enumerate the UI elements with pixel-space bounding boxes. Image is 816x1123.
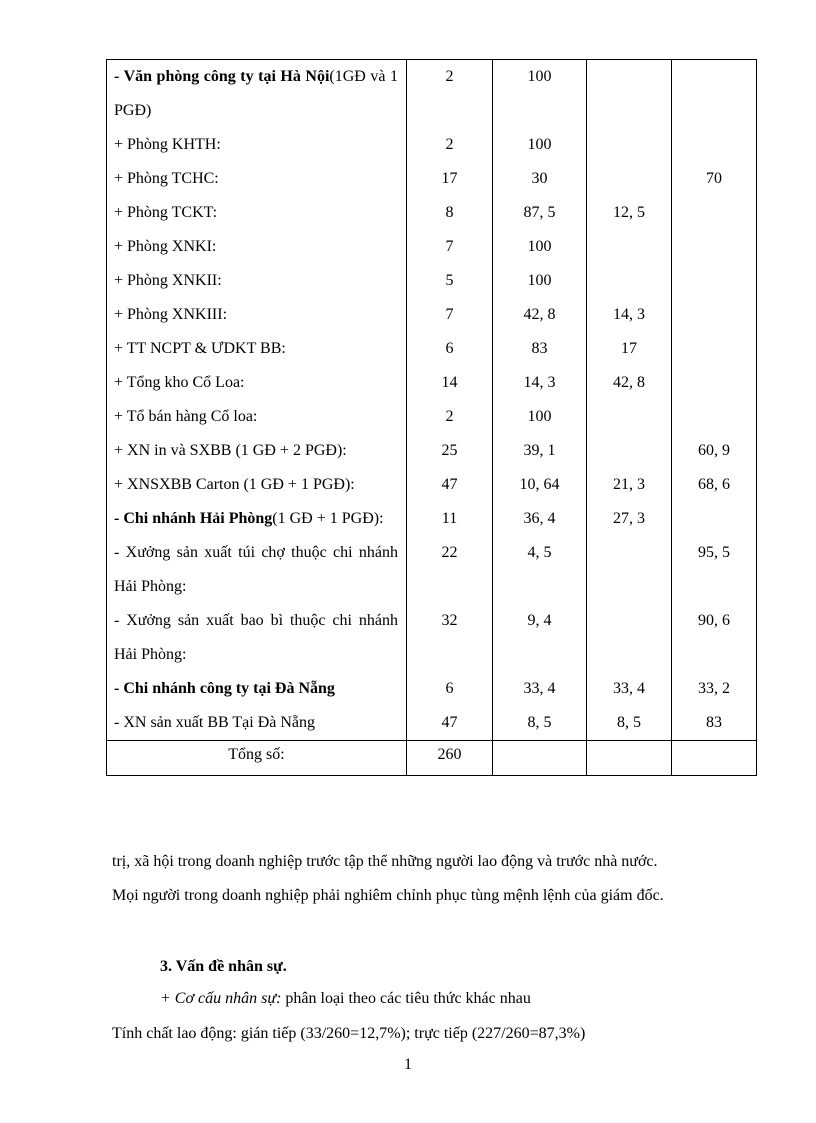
row-name bbox=[107, 60, 407, 129]
cell-c3: 42, 8 bbox=[587, 366, 672, 400]
table-row bbox=[107, 264, 757, 298]
table-row bbox=[107, 366, 757, 400]
row-name-text: - Xưởng sản xuất bao bì thuộc chi nhánh Hải Phòng: bbox=[114, 612, 398, 663]
cell-c1: 2 bbox=[407, 60, 493, 129]
cell-c3 bbox=[587, 60, 672, 129]
row-name-text: + Phòng XNKII: bbox=[114, 272, 222, 289]
row-name-text: + XN in và SXBB (1 GĐ + 2 PGĐ): bbox=[114, 442, 347, 459]
row-name bbox=[107, 128, 407, 162]
row-name bbox=[107, 604, 407, 672]
row-name bbox=[107, 536, 407, 604]
cell-c3 bbox=[587, 400, 672, 434]
total-label: Tổng số: bbox=[107, 741, 407, 776]
paragraph-line-2: Mọi người trong doanh nghiệp phải nghiêm chỉnh phục tùng mệnh lệnh của giám đốc. bbox=[112, 887, 664, 904]
cell-c1: 5 bbox=[407, 264, 493, 298]
cell-c2: 100 bbox=[493, 60, 587, 129]
row-name-text: - Xưởng sản xuất túi chợ thuộc chi nhánh Hải Phòng: bbox=[114, 544, 398, 595]
row-name bbox=[107, 230, 407, 264]
row-name bbox=[107, 298, 407, 332]
subsection-text: phân loại theo các tiêu thức khác nhau bbox=[281, 990, 531, 1007]
cell-c4 bbox=[672, 60, 757, 129]
total-row bbox=[107, 741, 757, 776]
cell-c2: 8, 5 bbox=[493, 706, 587, 741]
row-name bbox=[107, 264, 407, 298]
row-name-text: + Phòng TCKT: bbox=[114, 204, 218, 221]
row-name bbox=[107, 196, 407, 230]
cell-c2: 10, 64 bbox=[493, 468, 587, 502]
cell-c4: 68, 6 bbox=[672, 468, 757, 502]
cell-c2: 36, 4 bbox=[493, 502, 587, 536]
cell-c1: 8 bbox=[407, 196, 493, 230]
cell-c2: 100 bbox=[493, 230, 587, 264]
cell-c1: 47 bbox=[407, 468, 493, 502]
table-row bbox=[107, 434, 757, 468]
table-row bbox=[107, 298, 757, 332]
table-row bbox=[107, 706, 757, 741]
table-row bbox=[107, 468, 757, 502]
row-name bbox=[107, 706, 407, 741]
section-heading: 3. Vấn đề nhân sự. bbox=[160, 958, 287, 975]
table-row bbox=[107, 60, 757, 129]
cell-c3: 33, 4 bbox=[587, 672, 672, 706]
cell-c2: 42, 8 bbox=[493, 298, 587, 332]
row-name-text: (1GĐ và 1 PGĐ) bbox=[114, 68, 398, 119]
subsection-line bbox=[160, 990, 531, 1008]
cell-c1: 47 bbox=[407, 706, 493, 741]
row-name bbox=[107, 434, 407, 468]
table-row bbox=[107, 536, 757, 604]
cell-c1: 6 bbox=[407, 332, 493, 366]
row-name-bold: - Chi nhánh công ty tại Đà Nẵng bbox=[114, 680, 335, 697]
row-name-text: + XNSXBB Carton (1 GĐ + 1 PGĐ): bbox=[114, 476, 355, 493]
cell-c4 bbox=[672, 332, 757, 366]
cell-c1: 22 bbox=[407, 536, 493, 604]
cell-c3 bbox=[587, 604, 672, 672]
row-name bbox=[107, 672, 407, 706]
cell-c3: 12, 5 bbox=[587, 196, 672, 230]
cell-c4 bbox=[672, 400, 757, 434]
row-name bbox=[107, 366, 407, 400]
cell-c1: 17 bbox=[407, 162, 493, 196]
cell-c3 bbox=[587, 264, 672, 298]
row-name bbox=[107, 162, 407, 196]
total-value: 260 bbox=[407, 741, 493, 776]
cell-c2: 14, 3 bbox=[493, 366, 587, 400]
cell-c1: 7 bbox=[407, 298, 493, 332]
cell-c2: 4, 5 bbox=[493, 536, 587, 604]
cell-c3: 14, 3 bbox=[587, 298, 672, 332]
cell-c1: 32 bbox=[407, 604, 493, 672]
row-name-bold: - Chi nhánh Hải Phòng bbox=[114, 510, 273, 527]
cell-c3: 21, 3 bbox=[587, 468, 672, 502]
cell-c2: 9, 4 bbox=[493, 604, 587, 672]
cell-c3 bbox=[587, 128, 672, 162]
cell-c2: 100 bbox=[493, 264, 587, 298]
subsection-label: + Cơ cấu nhân sự: bbox=[160, 990, 282, 1007]
cell-c4: 70 bbox=[672, 162, 757, 196]
row-name-text: (1 GĐ + 1 PGĐ): bbox=[272, 510, 384, 527]
cell-c4: 90, 6 bbox=[672, 604, 757, 672]
row-name bbox=[107, 400, 407, 434]
cell-c2: 100 bbox=[493, 128, 587, 162]
cell-c3 bbox=[587, 230, 672, 264]
labor-nature-line: Tính chất lao động: gián tiếp (33/260=12,7%); trực tiếp (227/260=87,3%) bbox=[112, 1025, 586, 1042]
table-row bbox=[107, 604, 757, 672]
row-name bbox=[107, 332, 407, 366]
cell-c4 bbox=[672, 502, 757, 536]
cell-c2: 83 bbox=[493, 332, 587, 366]
row-name bbox=[107, 468, 407, 502]
cell-c4 bbox=[672, 196, 757, 230]
cell-c2: 87, 5 bbox=[493, 196, 587, 230]
cell-c1: 14 bbox=[407, 366, 493, 400]
cell-c4 bbox=[672, 264, 757, 298]
cell-c1: 2 bbox=[407, 400, 493, 434]
cell-c1: 2 bbox=[407, 128, 493, 162]
cell-c1: 25 bbox=[407, 434, 493, 468]
cell-c2: 39, 1 bbox=[493, 434, 587, 468]
cell-c3: 27, 3 bbox=[587, 502, 672, 536]
cell-c1: 6 bbox=[407, 672, 493, 706]
table-row bbox=[107, 400, 757, 434]
staff-structure-table bbox=[106, 59, 757, 776]
row-name-text: + Phòng KHTH: bbox=[114, 136, 221, 153]
cell-c3: 17 bbox=[587, 332, 672, 366]
cell-c4: 83 bbox=[672, 706, 757, 741]
cell-c4 bbox=[672, 128, 757, 162]
table-row bbox=[107, 502, 757, 536]
row-name bbox=[107, 502, 407, 536]
table-row bbox=[107, 128, 757, 162]
page-number: 1 bbox=[404, 1056, 412, 1073]
cell-c4: 95, 5 bbox=[672, 536, 757, 604]
row-name-text: - XN sản xuất BB Tại Đà Nẵng bbox=[114, 714, 315, 731]
cell-c1: 11 bbox=[407, 502, 493, 536]
cell-c4 bbox=[672, 298, 757, 332]
row-name-text: + Tổng kho Cổ Loa: bbox=[114, 374, 245, 391]
cell-c3 bbox=[587, 434, 672, 468]
cell-c4 bbox=[672, 366, 757, 400]
paragraph-line-1: trị, xã hội trong doanh nghiệp trước tập thể những người lao động và trước nhà nước. bbox=[112, 853, 658, 870]
row-name-text: + Phòng XNKIII: bbox=[114, 306, 228, 323]
cell-c3: 8, 5 bbox=[587, 706, 672, 741]
table-row bbox=[107, 230, 757, 264]
row-name-text: + TT NCPT & ƯDKT BB: bbox=[114, 340, 286, 357]
cell-c2: 30 bbox=[493, 162, 587, 196]
cell-c1: 7 bbox=[407, 230, 493, 264]
cell-c2: 100 bbox=[493, 400, 587, 434]
table-row bbox=[107, 672, 757, 706]
row-name-text: + Phòng TCHC: bbox=[114, 170, 219, 187]
cell-c3 bbox=[587, 162, 672, 196]
cell-c4: 60, 9 bbox=[672, 434, 757, 468]
table-row bbox=[107, 332, 757, 366]
row-name-bold: - Văn phòng công ty tại Hà Nội bbox=[114, 68, 330, 85]
cell-c4 bbox=[672, 230, 757, 264]
cell-c4: 33, 2 bbox=[672, 672, 757, 706]
cell-c3 bbox=[587, 536, 672, 604]
table-row bbox=[107, 196, 757, 230]
row-name-text: + Tổ bán hàng Cổ loa: bbox=[114, 408, 258, 425]
cell-c2: 33, 4 bbox=[493, 672, 587, 706]
row-name-text: + Phòng XNKI: bbox=[114, 238, 217, 255]
table-row bbox=[107, 162, 757, 196]
